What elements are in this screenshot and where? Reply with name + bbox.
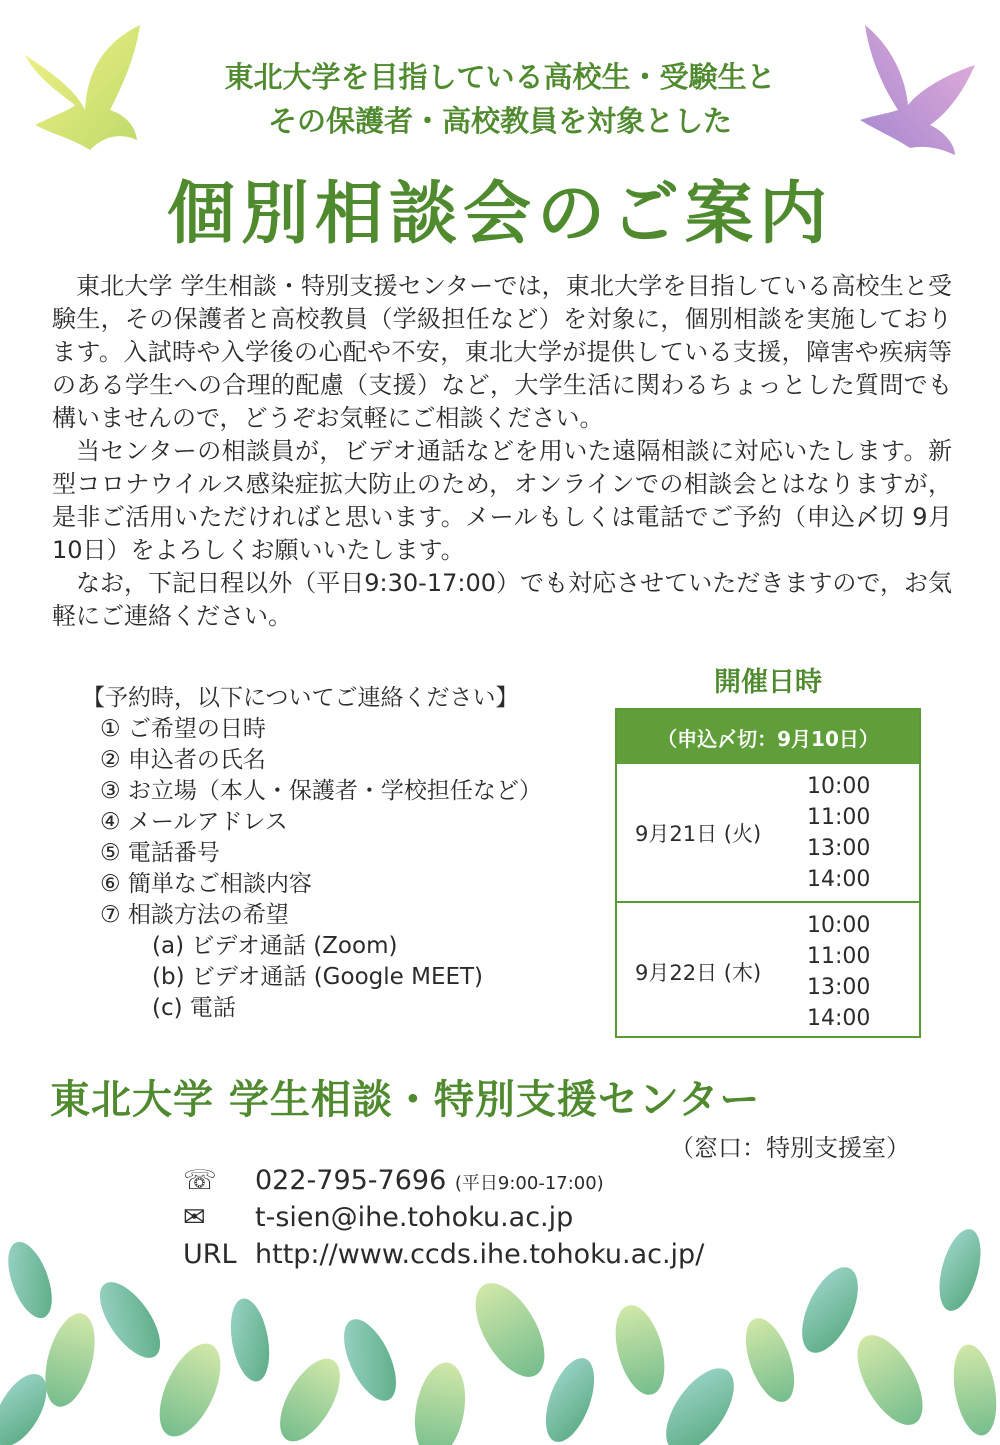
leaf-decoration — [0, 1160, 1000, 1445]
schedule-times — [807, 771, 870, 895]
window-label: （窓口：特別支援室） — [670, 1134, 910, 1162]
list-item: ⑥ 簡単なご相談内容 — [100, 871, 312, 897]
intro-paragraph-3: なお，下記日程以外（平日9:30-17:00）でも対応させていただきますので，お気軽にご連絡ください。 — [52, 569, 952, 630]
time-slot: 13:00 — [807, 835, 871, 861]
time-slot: 14:00 — [807, 866, 871, 892]
phone-hours: (平日9:00-17:00) — [454, 1173, 604, 1194]
schedule-date: 9月22日 (木) — [635, 960, 762, 985]
subtitle-line-2: その保護者・高校教員を対象とした — [267, 104, 732, 138]
list-item: ⑤ 電話番号 — [100, 840, 220, 866]
time-slot: 14:00 — [807, 1005, 871, 1031]
list-item: ② 申込者の氏名 — [100, 747, 266, 773]
subtitle-line-1: 東北大学を目指している高校生・受験生と — [224, 60, 776, 94]
table-row — [617, 901, 919, 1040]
method-option: (c) 電話 — [152, 995, 236, 1021]
website-link[interactable]: http://www.ccds.ihe.tohoku.ac.jp/ — [255, 1239, 705, 1270]
intro-paragraph-1: 東北大学 学生相談・特別支援センターでは，東北大学を目指している高校生と受験生，その保護者と高校教員（学級担任など）を対象に，個別相談を実施しております。入試時や入学後の心配や不安，東北大学が提供している支援，障害や疾病等のある学生への合理的配慮（支援）など，大学生活に関わるちょっとした質問でも構いませんので，どうぞお気軽にご相談ください。 — [52, 272, 952, 432]
time-slot: 10:00 — [807, 912, 871, 938]
time-slot: 10:00 — [807, 773, 871, 799]
schedule-date: 9月21日 (火) — [635, 821, 762, 846]
schedule-times — [807, 910, 870, 1034]
schedule-table — [615, 708, 921, 1038]
intro-paragraph-2: 当センターの相談員が，ビデオ通話などを用いた遠隔相談に対応いたします。新型コロナウイルス感染症拡大防止のため，オンラインでの相談会とはなりますが，是非ご活用いただければと思います。メールもしくは電話でご予約（申込〆切 9月10日）をよろしくお願いいたします。 — [52, 437, 952, 564]
list-item: ③ お立場（本人・保護者・学校担任など） — [100, 778, 542, 804]
list-item: ⑦ 相談方法の希望 — [100, 902, 289, 928]
url-label: URL — [183, 1239, 237, 1270]
email-link[interactable]: t-sien@ihe.tohoku.ac.jp — [255, 1202, 574, 1233]
intro-text — [52, 270, 952, 633]
phone-number[interactable]: 022-795-7696 — [255, 1165, 447, 1196]
schedule-heading: 開催日時 — [714, 667, 822, 698]
mail-icon: ✉ — [183, 1202, 206, 1233]
deadline-label: （申込〆切：9月10日） — [617, 710, 919, 764]
list-item: ④ メールアドレス — [100, 809, 288, 835]
table-row — [617, 764, 919, 901]
reservation-heading: 【予約時，以下についてご連絡ください】 — [82, 685, 519, 711]
time-slot: 11:00 — [807, 804, 871, 830]
method-option: (b) ビデオ通話 (Google MEET) — [152, 964, 484, 990]
page-title: 個別相談会のご案内 — [166, 175, 833, 254]
method-option: (a) ビデオ通話 (Zoom) — [152, 933, 398, 959]
time-slot: 13:00 — [807, 974, 871, 1000]
organization-name: 東北大学 学生相談・特別支援センター — [50, 1077, 761, 1123]
phone-icon: ☏ — [183, 1165, 217, 1196]
time-slot: 11:00 — [807, 943, 871, 969]
reservation-info-list — [82, 683, 542, 1024]
list-item: ① ご希望の日時 — [100, 716, 266, 742]
